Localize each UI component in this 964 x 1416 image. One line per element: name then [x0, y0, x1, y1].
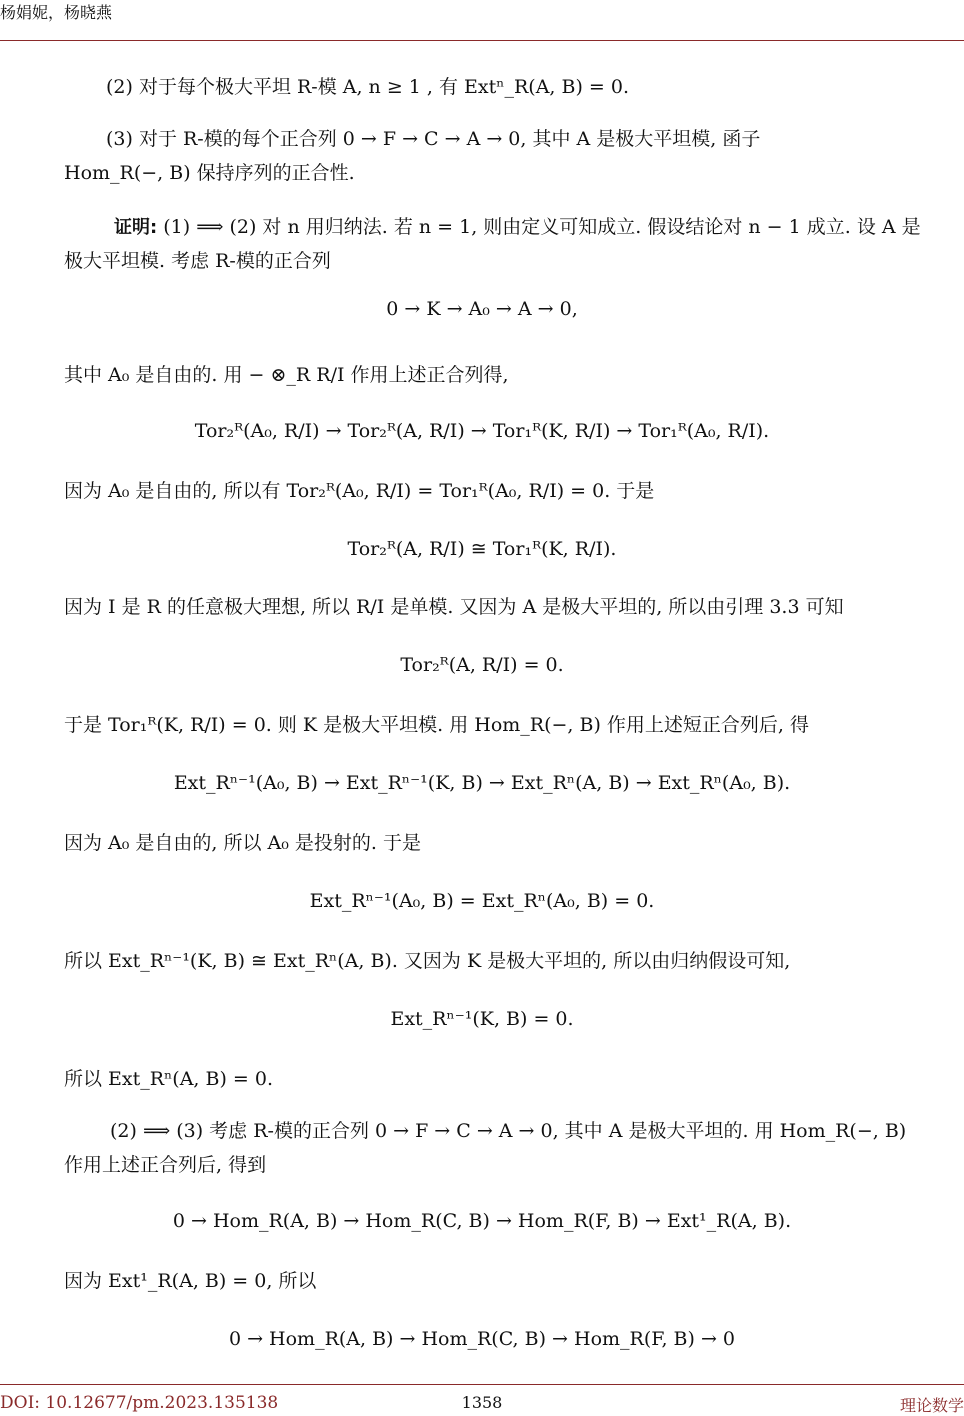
implication-2-3-line2: 作用上述正合列后, 得到 — [64, 1154, 267, 1176]
proof-line1 — [114, 212, 964, 243]
equation-4: Tor₂ᴿ(A, R/I) = 0. — [400, 654, 564, 676]
statement-3-line1: (3) 对于 R-模的每个正合列 0 → F → C → A → 0, 其中 A 是极大平坦模, 函子 — [106, 128, 761, 150]
equation-8: 0 → Hom_R(A, B) → Hom_R(C, B) → Hom_R(F, B) → Ext¹_R(A, B). — [172, 1210, 792, 1232]
statement-2: (2) 对于每个极大平坦 R-模 A, n ≥ 1 , 有 Extⁿ_R(A, B) = 0. — [106, 76, 630, 98]
equation-3: Tor₂ᴿ(A, R/I) ≅ Tor₁ᴿ(K, R/I). — [347, 538, 617, 560]
proof-label: 证明: — [114, 217, 158, 238]
page-header — [0, 0, 964, 41]
text-2: 因为 A₀ 是自由的, 所以有 Tor₂ᴿ(A₀, R/I) = Tor₁ᴿ(A₀, R/I) = 0. 于是 — [64, 480, 655, 502]
doi-link[interactable]: DOI: 10.12677/pm.2023.135138 — [0, 1393, 279, 1413]
text-1: 其中 A₀ 是自由的. 用 − ⊗_R R/I 作用上述正合列得, — [64, 364, 509, 386]
equation-9: 0 → Hom_R(A, B) → Hom_R(C, B) → Hom_R(F, B) → 0 — [228, 1328, 736, 1350]
text-6: 所以 Ext_Rⁿ⁻¹(K, B) ≅ Ext_Rⁿ(A, B). 又因为 K 是极大平坦的, 所以由归纳假设可知, — [64, 950, 791, 972]
equation-5: Ext_Rⁿ⁻¹(A₀, B) → Ext_Rⁿ⁻¹(K, B) → Ext_Rⁿ(A, B) → Ext_Rⁿ(A₀, B). — [173, 772, 791, 794]
text-8: 因为 Ext¹_R(A, B) = 0, 所以 — [64, 1270, 317, 1292]
text-5: 因为 A₀ 是自由的, 所以 A₀ 是投射的. 于是 — [64, 832, 421, 854]
journal-name: 理论数学 — [899, 1396, 964, 1415]
text-7: 所以 Ext_Rⁿ(A, B) = 0. — [64, 1068, 274, 1090]
page-number: 1358 — [461, 1393, 503, 1412]
implication-2-3-line1: (2) ⟹ (3) 考虑 R-模的正合列 0 → F → C → A → 0, 其中 A 是极大平坦的. 用 Hom_R(−, B) — [110, 1120, 907, 1142]
text-4: 于是 Tor₁ᴿ(K, R/I) = 0. 则 K 是极大平坦模. 用 Hom_R(−, B) 作用上述短正合列后, 得 — [64, 714, 809, 736]
text-3: 因为 I 是 R 的任意极大理想, 所以 R/I 是单模. 又因为 A 是极大平坦的, 所以由引理 3.3 可知 — [64, 596, 844, 618]
proof-line2: 极大平坦模. 考虑 R-模的正合列 — [64, 250, 331, 272]
header-authors: 杨娟妮，杨晓燕 — [0, 3, 113, 22]
equation-7: Ext_Rⁿ⁻¹(K, B) = 0. — [390, 1008, 574, 1030]
proof-text: (1) ⟹ (2) 对 n 用归纳法. 若 n = 1, 则由定义可知成立. 假设结论对 n − 1 成立. 设 A 是 — [163, 216, 921, 238]
equation-1: 0 → K → A₀ → A → 0, — [386, 298, 578, 320]
equation-2: Tor₂ᴿ(A₀, R/I) → Tor₂ᴿ(A, R/I) → Tor₁ᴿ(K, R/I) → Tor₁ᴿ(A₀, R/I). — [194, 420, 770, 442]
page-footer — [0, 1384, 964, 1415]
statement-3-line2: Hom_R(−, B) 保持序列的正合性. — [64, 162, 355, 184]
equation-6: Ext_Rⁿ⁻¹(A₀, B) = Ext_Rⁿ(A₀, B) = 0. — [309, 890, 655, 912]
